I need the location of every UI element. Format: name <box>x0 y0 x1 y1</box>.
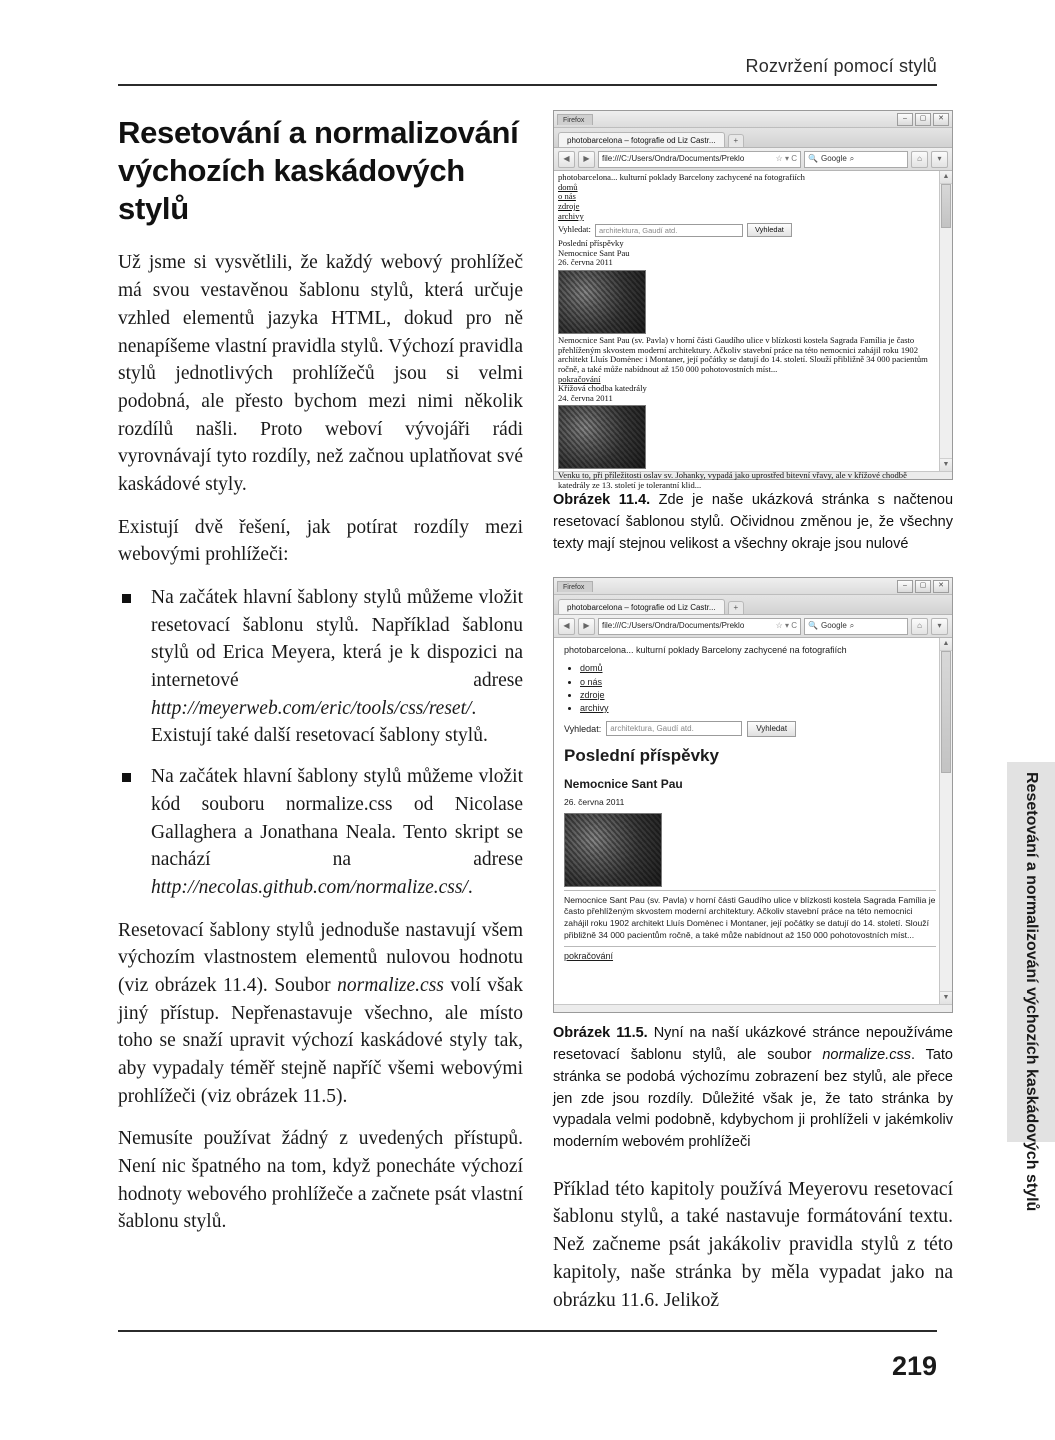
post-title: Nemocnice Sant Pau <box>558 247 630 258</box>
post-text: Nemocnice Sant Pau (sv. Pavla) v horní části Gaudího ulice v blízkosti kostela Sagrada Família je často přehlíženým skvostem moderní architektury. Ačkoliv stavební práce na této nemocnici zahájil roku 1902 architekt Lluís Domènec i Montaner, její počátky se datují do 14. století. Slouží přibližně 34 000 pacientům ročně, a také může nabídnout až 150 000 pohotovostních míst... <box>564 894 936 941</box>
caption-text: Zde je naše ukázková stránka s načtenou resetovací šablonou stylů. Očividnou změnou je, že všechny texty mají stejnou velikost a všechny okraje jsou nulové <box>553 492 954 552</box>
search-icon: 🔍 <box>808 621 818 631</box>
chevron-down-icon[interactable]: ▾ <box>931 151 948 168</box>
paragraph-text: Resetovací šablony stylů jednoduše nastavují všem výchozím vlastnostem elementů nulovou hodnotu (viz obrázek 11.4). Soubor <box>118 919 523 996</box>
search-engine-label: Google <box>820 621 847 631</box>
site-search-label: Vyhledat: <box>558 224 591 235</box>
nav-link-onas[interactable]: • o nás <box>580 676 936 688</box>
new-tab-button[interactable]: + <box>728 134 745 147</box>
home-icon[interactable]: ⌂ <box>911 151 928 168</box>
address-bar-value: file:///C:/Users/Ondra/Documents/Preklo <box>602 154 745 163</box>
caption-label: Obrázek 11.5. <box>553 1025 648 1042</box>
maximize-icon[interactable]: ▢ <box>915 113 931 126</box>
maximize-icon[interactable]: ▢ <box>915 580 931 593</box>
site-search-row <box>558 223 938 237</box>
list-item-text: Na začátek hlavní šablony stylů můžeme vložit kód souboru normalize.css od Nicolase Gallaghera a Jonathana Neala. Tento skript se nachází na adrese <box>151 766 523 871</box>
site-search-row <box>564 721 936 737</box>
address-bar-icons[interactable]: ☆ ▾ C <box>775 621 797 631</box>
nav-link-archivy[interactable]: • archivy <box>580 702 936 714</box>
browser-search-box[interactable] <box>804 618 908 635</box>
minimize-icon[interactable]: – <box>897 580 913 593</box>
chapter-thumb-tab <box>1007 762 1055 1212</box>
post-photo <box>558 405 646 469</box>
search-go-icon[interactable]: ⌕ <box>849 621 855 631</box>
figure-11-4-screenshot <box>553 110 953 490</box>
list-item-text: Na začátek hlavní šablony stylů můžeme vložit resetovací šablonu stylů. Například šablonu stylů od Erica Meyera, která je k dispozici na internetové adrese <box>151 587 523 692</box>
running-head: Rozvržení pomocí stylů <box>745 56 937 76</box>
post-date: 24. června 2011 <box>558 392 613 403</box>
search-engine-label: Google <box>820 154 847 163</box>
browser-search-box[interactable] <box>804 151 908 168</box>
caption-label: Obrázek 11.4. <box>553 492 651 508</box>
site-search-input[interactable]: architektura, Gaudí atd. <box>595 224 743 237</box>
section-heading: Poslední příspěvky <box>564 745 719 765</box>
post-more-link[interactable]: pokračování <box>564 950 614 961</box>
window-controls[interactable] <box>897 113 949 126</box>
post-date: 26. června 2011 <box>558 257 613 268</box>
body-paragraph: Nemusíte používat žádný z uvedených přístupů. Není nic špatného na tom, když ponecháte výchozí hodnoty webového prohlížeče a začnete psát vlastní šablonu stylů. <box>118 1128 524 1233</box>
back-icon[interactable]: ◀ <box>558 618 575 635</box>
nav-link-zdroje[interactable]: • zdroje <box>580 689 936 701</box>
list-item-url: http://meyerweb.com/eric/tools/css/reset/ <box>151 697 472 719</box>
bullet-list <box>118 584 523 902</box>
divider <box>564 946 936 947</box>
chevron-down-icon[interactable]: ▾ <box>931 618 948 635</box>
caption-italic: normalize.css <box>822 1047 911 1063</box>
rendered-page-reset <box>554 171 952 491</box>
divider <box>564 890 936 891</box>
paragraph-text-tail: volí však jiný přístup. Nepřenastavuje všechno, ale místo toho se snaží upravit výchozí kaskádové styly tak, aby vypadaly téměř stejně napříč všemi webovými prohlížeči (viz obrázek 11.5). <box>118 974 523 1107</box>
header-rule <box>118 84 937 86</box>
browser-tabbar <box>554 128 952 148</box>
figure-11-5-screenshot <box>553 577 953 1013</box>
post-title: Křížová chodba katedrály <box>558 383 647 394</box>
site-search-label: Vyhledat: <box>564 723 602 734</box>
scroll-up-icon[interactable]: ▲ <box>940 171 952 184</box>
browser-navbar <box>554 615 952 638</box>
address-bar-value: file:///C:/Users/Ondra/Documents/Preklo <box>602 621 745 631</box>
forward-icon[interactable]: ▶ <box>578 618 595 635</box>
footer-rule <box>118 1330 937 1332</box>
scroll-down-icon[interactable]: ▼ <box>940 458 952 471</box>
browser-titlebar <box>554 111 952 128</box>
nav-link-zdroje[interactable]: zdroje <box>558 200 580 211</box>
list-item <box>118 584 523 750</box>
browser-tabbar <box>554 595 952 615</box>
post-text: Nemocnice Sant Pau (sv. Pavla) v horní části Gaudího ulice v blízkosti kostela Sagrada Família je často přehlíženým skvostem moderní architektury. Ačkoliv stavební práce na této nemocnici zahájil roku 1902 architekt Lluís Domènec i Montaner, její počátky se datují do 14. století. Slouží přibližně 34 000 pacientům ročně, a také může nabídnout až 150 000 pohotovostních míst... <box>558 335 928 374</box>
vertical-scrollbar[interactable] <box>939 638 952 1004</box>
nav-link-archivy[interactable]: archivy <box>558 210 584 221</box>
scrollbar-thumb[interactable] <box>941 184 951 228</box>
body-paragraph: Existují dvě řešení, jak potírat rozdíly mezi webovými prohlížeči: <box>118 516 523 566</box>
body-paragraph: Už jsme si vysvětlili, že každý webový prohlížeč má svou vestavěnou šablonu stylů, která určuje vzhled elementů jazyka HTML, dokud pro ně nenapíšeme vlastní pravidla stylů. Výchozí pravidla stylů jednotlivých prohlížečů jsou si velmi podobná, ale přesto bychom mezi nimi několik rozdílů našli. Proto weboví vývojáři rádi vyrovnávají tyto rozdíly, než začnou uplatňovat své kaskádové styly. <box>118 252 523 495</box>
browser-titlebar <box>554 578 952 595</box>
scroll-down-icon[interactable]: ▼ <box>940 991 952 1004</box>
forward-icon[interactable]: ▶ <box>578 151 595 168</box>
search-icon: 🔍 <box>808 154 818 163</box>
browser-app-label: Firefox <box>557 114 593 125</box>
list-item-text-tail: . <box>467 876 473 898</box>
new-tab-button[interactable]: + <box>728 601 745 614</box>
page-title: Resetování a normalizování výchozích kaskádových stylů <box>118 115 519 226</box>
figure-11-4-caption <box>553 490 953 555</box>
nav-link-onas[interactable]: o nás <box>558 191 576 202</box>
site-search-input[interactable]: architektura, Gaudí atd. <box>606 721 742 736</box>
browser-tab[interactable]: photobarcelona – fotografie od Liz Castr... <box>558 132 725 147</box>
search-go-icon[interactable]: ⌕ <box>849 154 855 163</box>
inline-italic: normalize.css <box>337 974 444 996</box>
site-search-button[interactable]: Vyhledat <box>747 223 792 237</box>
browser-tab[interactable]: photobarcelona – fotografie od Liz Castr... <box>558 599 725 614</box>
post-date: 26. června 2011 <box>564 797 625 808</box>
post-text: Venku to, při příležitosti oslav sv. Johanky, vypadá jako uprostřed bitevní vřavy, ale v křížové chodbě katedrály ze 13. století je tolerantní klid... <box>558 470 907 490</box>
browser-statusbar <box>554 1004 952 1012</box>
body-paragraph: Příklad této kapitoly používá Meyerovu resetovací šablonu stylů, a také nastavuje formátování textu. Než začneme psát jakákoliv pravidla stylů z této kapitoly, naše stránka by měla vypadat jako na obrázku 11.6. Jelikož <box>553 1178 953 1311</box>
right-column <box>553 110 953 1329</box>
close-icon[interactable]: ✕ <box>933 113 949 126</box>
address-bar-icons[interactable]: ☆ ▾ C <box>775 154 797 163</box>
figure-11-5-caption <box>553 1023 953 1154</box>
browser-app-label: Firefox <box>557 581 593 592</box>
nav-link-domu[interactable]: domů <box>558 181 578 192</box>
window-controls[interactable] <box>897 580 949 593</box>
site-title: photobarcelona... kulturní poklady Barcelony zachycené na fotografiích <box>558 172 805 182</box>
chapter-thumb-tab-label: Resetování a normalizování výchozích kaskádových stylů <box>1022 772 1040 1212</box>
address-bar[interactable] <box>598 618 801 635</box>
address-bar[interactable] <box>598 151 801 168</box>
list-item-text-tail: . Existují také další resetovací šablony stylů. <box>151 697 488 747</box>
post-photo <box>558 270 646 334</box>
vertical-scrollbar[interactable] <box>939 171 952 471</box>
browser-navbar <box>554 148 952 171</box>
post-photo <box>564 813 662 887</box>
close-icon[interactable]: ✕ <box>933 580 949 593</box>
minimize-icon[interactable]: – <box>897 113 913 126</box>
list-item-url: http://necolas.github.com/normalize.css/ <box>151 876 468 898</box>
section-heading: Poslední příspěvky <box>558 238 624 249</box>
browser-viewport <box>554 638 952 1004</box>
site-title: photobarcelona... kulturní poklady Barcelony zachycené na fotografiích <box>564 645 847 656</box>
scrollbar-thumb[interactable] <box>941 651 951 773</box>
list-item <box>118 763 523 901</box>
post-more-link[interactable]: pokračování <box>558 373 601 384</box>
body-paragraph <box>118 917 523 1111</box>
page-number: 219 <box>891 1351 937 1381</box>
caption-text-tail: . Tato stránka se podobá výchozímu zobrazení bez stylů, ale přece jen zde jsou rozdíly. Důležité však je, že tato stránka by vypadala velmi podobně, kdybychom ji prohlíželi v jakémkoliv moderním webovém prohlížeči <box>553 1047 954 1150</box>
nav-link-domu[interactable]: • domů <box>580 662 936 674</box>
left-column <box>118 110 523 1251</box>
back-icon[interactable]: ◀ <box>558 151 575 168</box>
caption-text: Nyní na naší ukázkové stránce nepoužíváme resetovací šablonu stylů, ale soubor <box>553 1025 953 1063</box>
site-search-button[interactable]: Vyhledat <box>747 721 796 737</box>
scroll-up-icon[interactable]: ▲ <box>940 638 952 651</box>
post-title: Nemocnice Sant Pau <box>564 776 683 791</box>
rendered-page-normalize <box>554 638 952 962</box>
home-icon[interactable]: ⌂ <box>911 618 928 635</box>
site-nav-list <box>564 662 936 714</box>
browser-viewport <box>554 171 952 490</box>
